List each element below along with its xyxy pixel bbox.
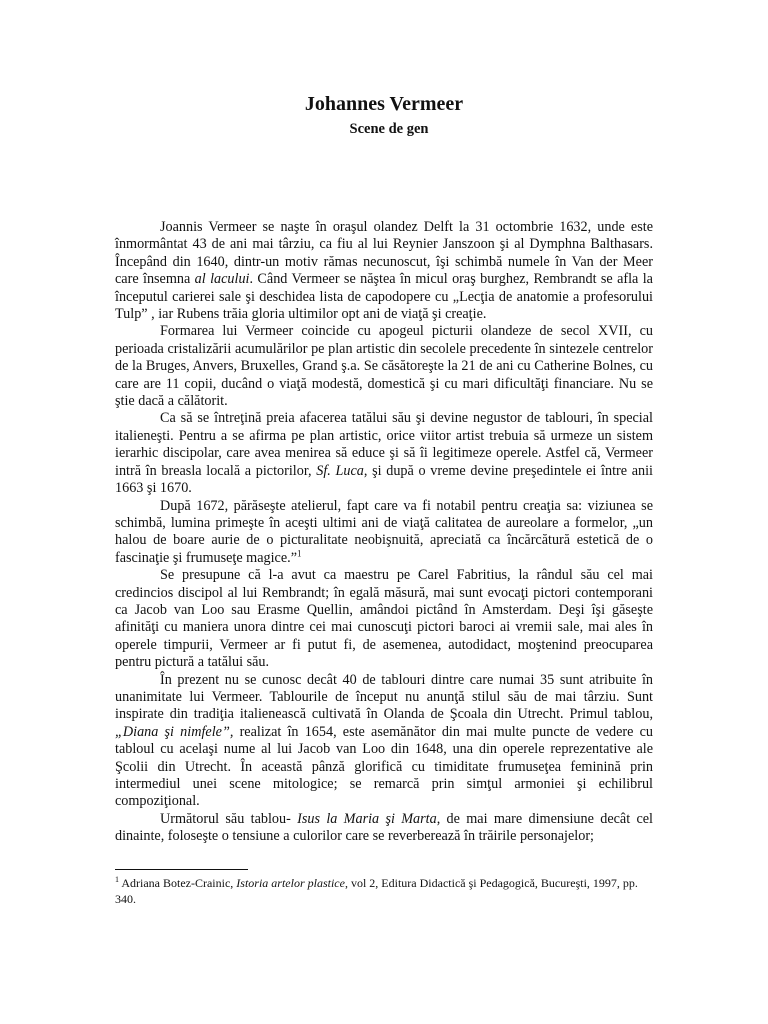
paragraph-6-text-c: realizat în 1654, este asemănător din mai multe puncte de vedere cu tabloul cu acelaşi nume al lui Jacob van Loo din 1648, una din operele reprezentative ale Şcolii din Utrecht. În această pânză glorifică cu timiditate frumuseţea feminină prin intermediul unei scene mitologice; se remarcă prin simţul armoniei şi echilibrul compoziţional. bbox=[115, 723, 654, 810]
document-subtitle: Scene de gen bbox=[349, 121, 429, 137]
paragraph-7-italic: Isus la Maria şi Marta bbox=[297, 810, 437, 827]
paragraph-7 bbox=[115, 811, 653, 846]
body-text bbox=[115, 219, 653, 846]
footnote-reference: 1 bbox=[297, 547, 302, 558]
paragraph-1-text-c: . Când Vermeer se năştea în micul oraş burghez, Rembrandt se afla la începutul carierei sale şi deschidea lista de capodopere cu „Lecţia de anatomie a profesorului Tulp” , iar Rubens trăia gloria ultimilor opt ani de viaţă şi creaţie. bbox=[115, 271, 653, 323]
paragraph-4-text: După 1672, părăseşte atelierul, fapt care va fi notabil pentru creaţia sa: viziunea se schimbă, lumina primeşte în aceşti ultimi ani de viaţă calitatea de aureolare a formelor, „un halou de boare aurie de o picturalitate neobişnuită, apreciată ca încărcătură estetică de o fascinaţie şi frumuseţe magice.” bbox=[115, 497, 653, 566]
document-title: Johannes Vermeer bbox=[304, 93, 464, 115]
paragraph-6 bbox=[115, 672, 653, 811]
paragraph-6-text-a: În prezent nu se cunosc decât 40 de tablouri dintre care numai 35 sunt atribuite în unanimitate lui Vermeer. Tablourile de început nu anunţă stilul său de mai târziu. Sunt inspirate din tradiţia italienească cultivată în Olanda de Şcoala din Utrecht. Primul tablou, bbox=[115, 671, 653, 723]
footnote bbox=[115, 875, 655, 907]
paragraph-3 bbox=[115, 410, 653, 497]
footnote-italic: Istoria artelor plastice bbox=[236, 876, 345, 890]
paragraph-1 bbox=[115, 219, 653, 323]
paragraph-7-text-c: , de mai mare dimensiune decât cel dinainte, foloseşte o tensiune a culorilor care se reverberează în trăirile personajelor; bbox=[115, 810, 653, 845]
paragraph-5: Se presupune că l-a avut ca maestru pe Carel Fabritius, la rândul său cel mai credincios discipol al lui Rembrandt; în egală măsură, mai sunt evocaţi pictori contemporani ca Jacob van Loo sau Erasme Quellin, amândoi pictând în Amsterdam. Deşi îşi găseşte afinităţi cu maniera unora dintre cei mai cunoscuţi pictori baroci ai vremii sale, mai ales în operele timpurii, Vermeer ar fi putut fi, de asemenea, autodidact, moştenind preocuparea pentru pictură a tatălui său. bbox=[115, 567, 653, 671]
paragraph-7-text-a: Următorul său tablou- bbox=[160, 810, 298, 827]
paragraph-1-italic: al lacului bbox=[194, 271, 250, 288]
footnote-number: 1 bbox=[115, 875, 119, 884]
paragraph-3-italic: Sf. Luca bbox=[316, 462, 364, 479]
paragraph-3-text-a: Ca să se întreţină preia afacerea tatălui său şi devine negustor de tablouri, în special italieneşti. Pentru a se afirma pe plan artistic, orice viitor artist trebuia să urmeze un sistem ierarhic discipolar, care avea menirea să educe şi să îi legitimeze operele. Astfel că, Vermeer intră în breasla locală a pictorilor, bbox=[115, 410, 653, 479]
paragraph-4 bbox=[115, 498, 653, 568]
paragraph-2: Formarea lui Vermeer coincide cu apogeul picturii olandeze de secol XVII, cu perioada cristalizării acumulărilor pe plan artistic din secolele precedente în sintezele centrelor de la Bruges, Anvers, Bruxelles, Grand ş.a. Se căsătoreşte la 21 de ani cu Catherine Bolnes, cu care are 11 copii, ducând o viaţă modestă, domestică şi cu mari dificultăţi financiare. Nu se ştie dacă a călătorit. bbox=[115, 323, 653, 410]
paragraph-1-text-a: Joannis Vermeer se naşte în oraşul olandez Delft la 31 octombrie 1632, unde este înmormântat 43 de ani mai târziu, ca fiu al lui Reynier Janszoon şi al Dymphna Balthasars. Începând din 1640, dintr-un motiv rămas necunoscut, îşi schimbă numele în Van der Meer care însemna bbox=[115, 219, 653, 288]
paragraph-6-italic: „Diana şi nimfele”, bbox=[115, 723, 234, 740]
footnote-text-c: , vol 2, Editura Didactică şi Pedagogică, Bucureşti, 1997, pp. 340. bbox=[115, 876, 638, 906]
footnote-text-a: Adriana Botez-Crainic, bbox=[119, 876, 237, 890]
paragraph-3-text-c: , şi după o vreme devine preşedintele ei între anii 1663 şi 1670. bbox=[115, 462, 653, 497]
footnote-divider bbox=[115, 869, 248, 870]
